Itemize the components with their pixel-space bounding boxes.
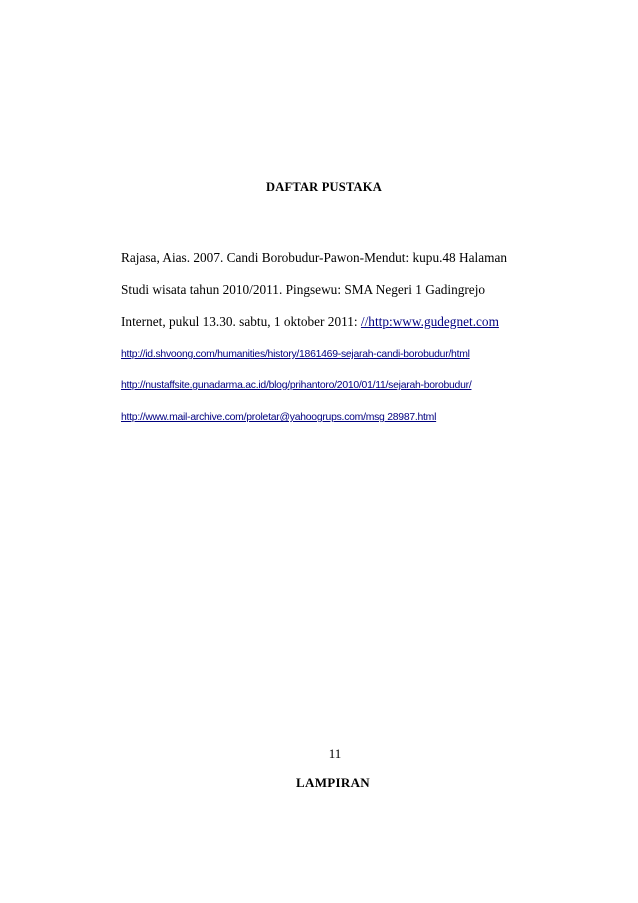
next-section-heading: LAMPIRAN xyxy=(296,775,370,790)
reference-link-shvoong[interactable]: http://id.shvoong.com/humanities/history/1861469-sejarah-candi-borobudur/html xyxy=(121,349,470,360)
reference-internet-link[interactable]: //http:www.gudegnet.com xyxy=(360,314,499,329)
reference-field-trip: Studi wisata tahun 2010/2011. Pingsewu: SMA Negeri 1 Gadingrejo xyxy=(121,282,486,297)
page-title: DAFTAR PUSTAKA xyxy=(266,180,382,194)
reference-internet xyxy=(121,314,499,330)
reference-link-mail-archive[interactable]: http://www.mail-archive.com/proletar@yahoogrups.com/msg 28987.html xyxy=(121,412,437,423)
reference-internet-label: Internet, pukul 13.30. sabtu, 1 oktober 2011: xyxy=(121,314,361,329)
page-number: 11 xyxy=(328,746,342,761)
reference-book: Rajasa, Aias. 2007. Candi Borobudur-Pawon-Mendut: kupu.48 Halaman xyxy=(121,250,508,265)
reference-link-gunadarma[interactable]: http://nustaffsite.gunadarma.ac.id/blog/prihantoro/2010/01/11/sejarah-borobudur/ xyxy=(121,380,472,391)
